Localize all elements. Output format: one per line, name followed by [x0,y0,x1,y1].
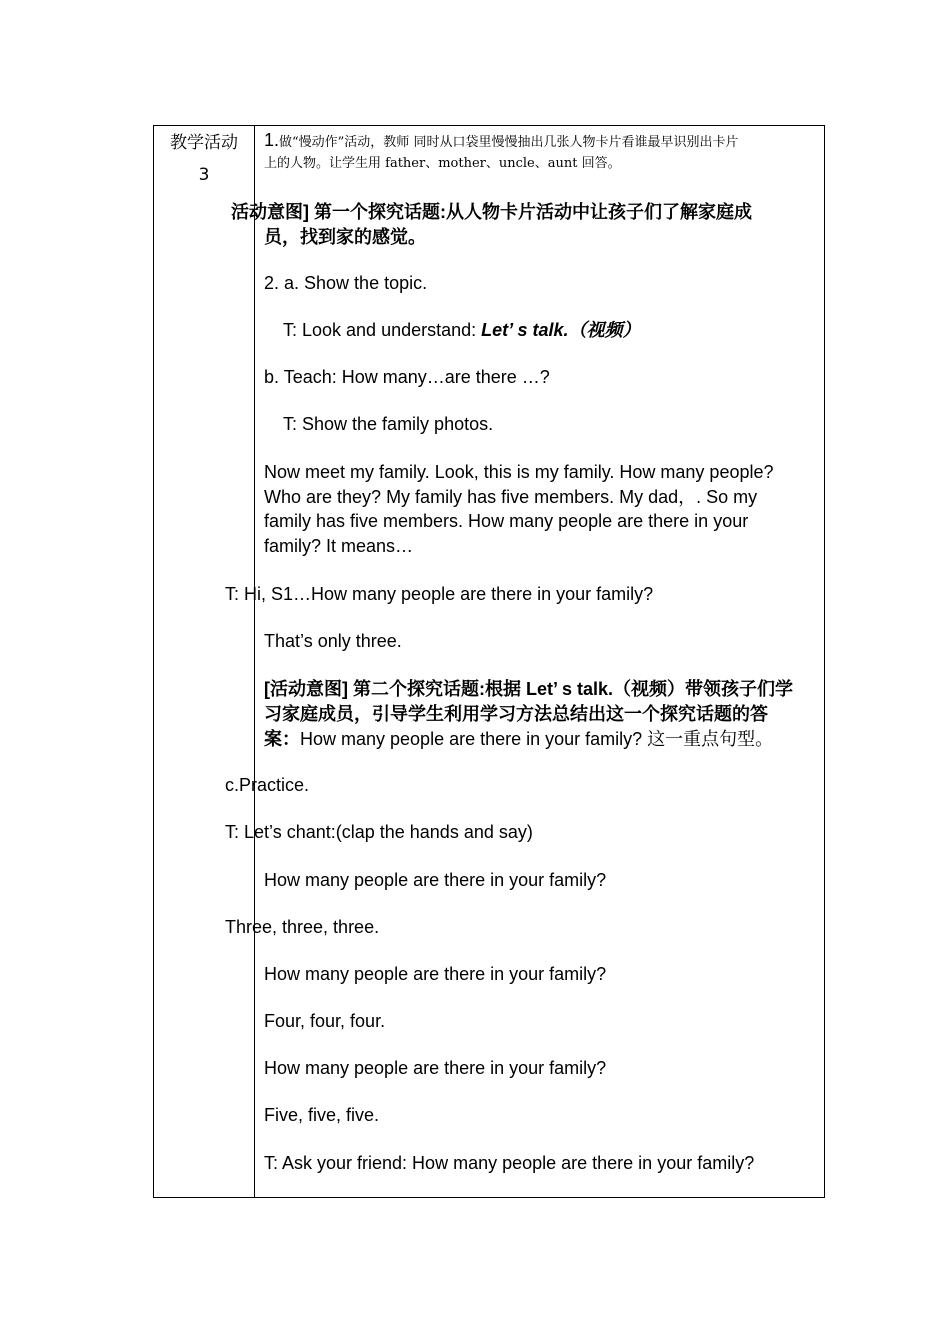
intent2-answer-label: 案： [264,729,300,749]
ask-friend-line: T: Ask your friend: How many people are there in your family? [264,1153,755,1173]
chant-instruction: T: Let’s chant:(clap the hands and say) [225,822,533,842]
chant-answer-1: Three, three, three. [225,917,380,937]
step1-text: 做“慢动作”活动，教师 同时从口袋里慢慢抽出几张人物卡片看谁最早识别出卡片 [279,135,739,150]
intent2-line2: 习家庭成员，引导学生利用学习方法总结出这一个探究话题的答 [264,704,768,724]
step2b-heading: b. Teach: How many…are there …? [264,367,550,387]
step2a-teacher-prefix: T: Look and understand: [283,320,482,340]
ask-s1-line: T: Hi, S1…How many people are there in your family? [225,584,654,604]
intent1-line2: 员，找到家的感觉。 [264,227,426,247]
activity-number: 3 [198,165,210,185]
meet-family-line4: family? It means… [264,536,414,556]
step2a-heading: 2. a. Show the topic. [264,273,428,293]
intent1-line1: 活动意图] 第一个探究话题:从人物卡片活动中让孩子们了解家庭成 [231,202,752,222]
intent2-line3 [264,727,773,752]
step2b-teacher-line: T: Show the family photos. [283,414,494,434]
chant-question-3: How many people are there in your family? [264,1058,607,1078]
step1-number: 1. [264,130,280,150]
chant-answer-2: Four, four, four. [264,1011,386,1031]
lets-talk-title: Let’ s talk.（视频） [481,320,641,340]
only-three-line: That’s only three. [264,631,402,651]
intent2-key-sentence: How many people are there in your family? [300,729,648,749]
intent2-line1: [活动意图] 第二个探究话题:根据 Let’ s talk.（视频）带领孩子们学 [264,679,794,699]
chant-question-2: How many people are there in your family? [264,964,607,984]
practice-heading: c.Practice. [225,775,310,795]
step1-line1 [264,128,738,153]
meet-family-line2: Who are they? My family has five members. My dad，. So my [264,487,758,507]
chant-answer-3: Five, five, five. [264,1105,380,1125]
activity-label: 教学活动 [170,133,238,153]
table-column-divider [254,125,255,1198]
step2a-teacher-line [283,318,641,342]
chant-question-1: How many people are there in your family? [264,870,607,890]
meet-family-line3: family has five members. How many people are there in your [264,511,749,531]
intent2-tail: 这一重点句型。 [647,729,774,750]
meet-family-line1: Now meet my family. Look, this is my family. How many people? [264,462,774,482]
step1-line2: 上的人物。让学生用 father、mother、uncle、aunt 回答。 [264,156,621,171]
